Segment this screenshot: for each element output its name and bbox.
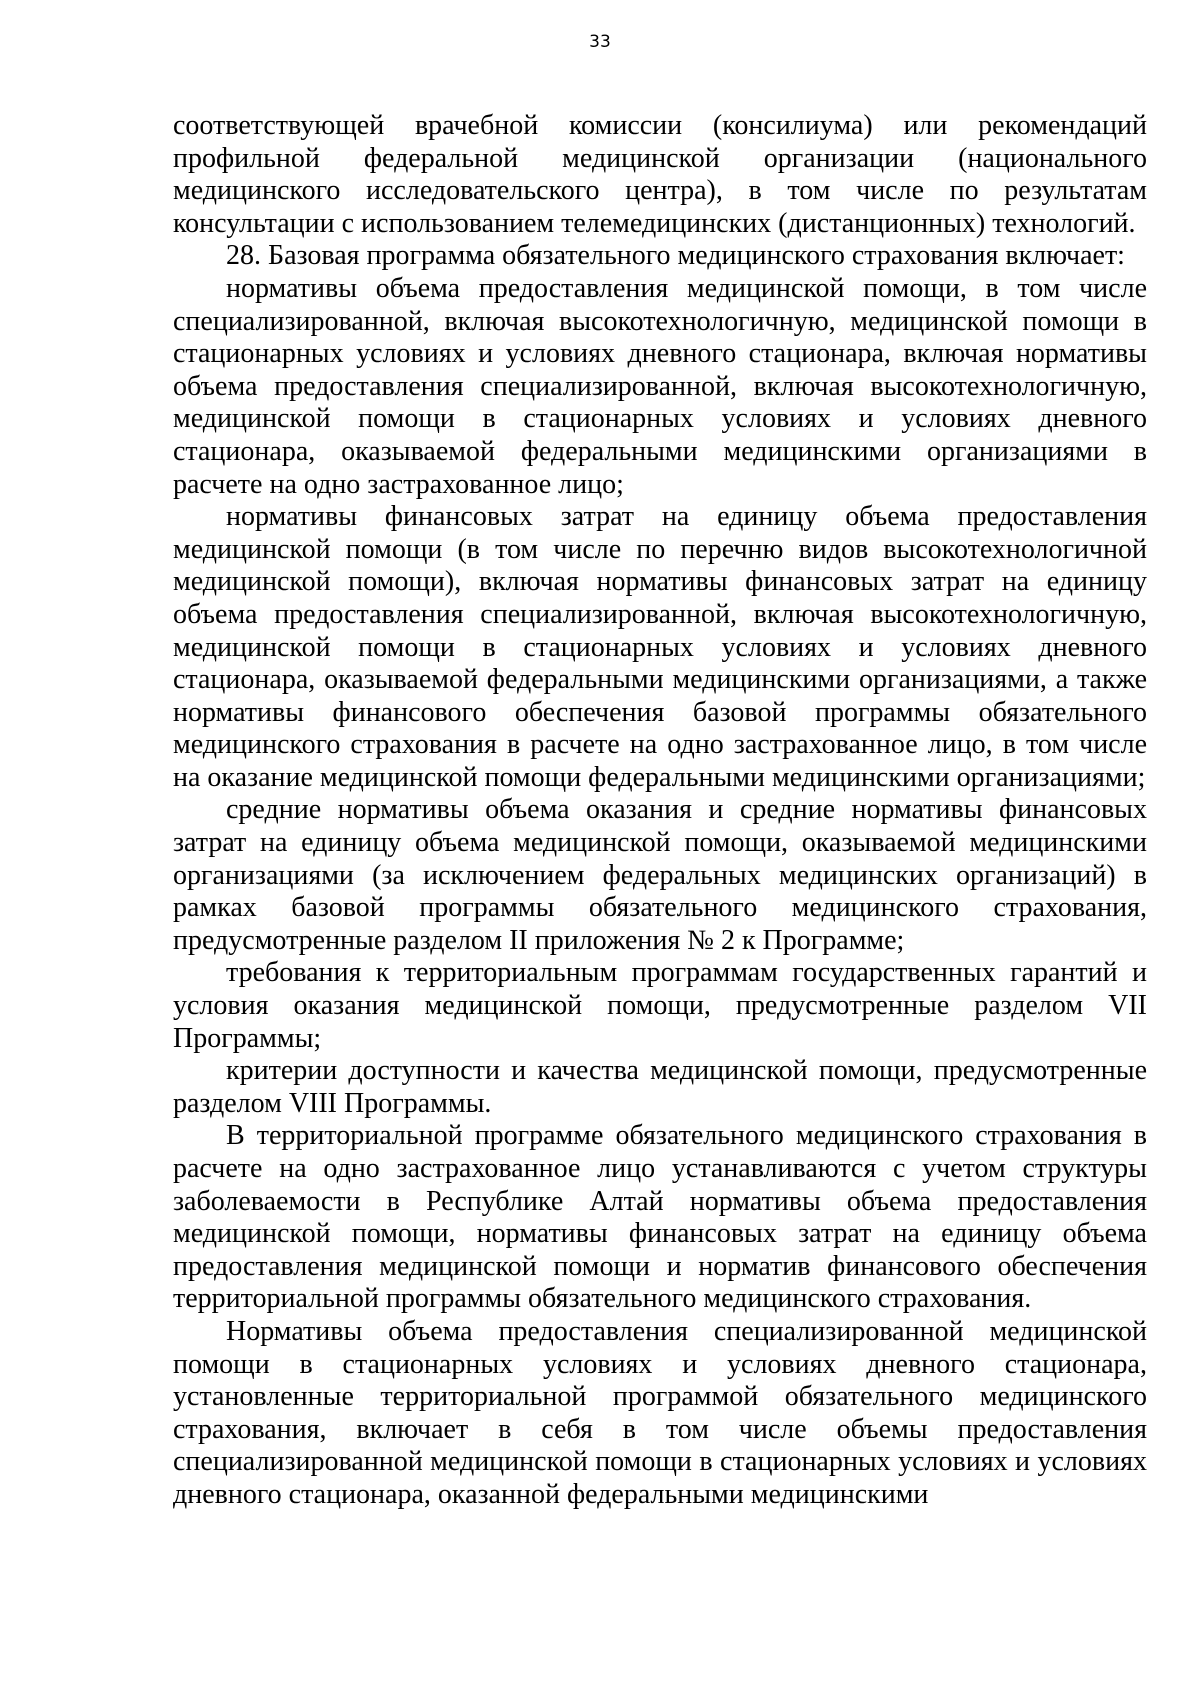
paragraph-3: нормативы объема предоставления медицинской помощи, в том числе специализированной, включая высокотехнологичную, медицинской помощи в стационарных условиях и условиях дневного стационара, включая нормативы объема предоставления специализированной, включая высокотехнологичную, медицинской помощи в стационарных условиях и условиях дневного стационара, оказываемой федеральными медицинскими организациями в расчете на одно застрахованное лицо; (173, 272, 1147, 500)
paragraph-7: критерии доступности и качества медицинской помощи, предусмотренные разделом VIII Программы. (173, 1055, 1147, 1119)
paragraph-9: Нормативы объема предоставления специализированной медицинской помощи в стационарных условиях и условиях дневного стационара, установленные территориальной программой обязательного медицинского страхования, включает в себя в том числе объемы предоставления специализированной медицинской помощи в стационарных условиях и условиях дневного стационара, оказанной федеральными медицинскими (173, 1315, 1147, 1510)
paragraph-8: В территориальной программе обязательного медицинского страхования в расчете на одно застрахованное лицо устанавливаются с учетом структуры заболеваемости в Республике Алтай нормативы объема предоставления медицинской помощи, нормативы финансовых затрат на единицу объема предоставления медицинской помощи и норматив финансового обеспечения территориальной программы обязательного медицинского страхования. (173, 1120, 1147, 1315)
paragraph-5: средние нормативы объема оказания и средние нормативы финансовых затрат на единицу объема медицинской помощи, оказываемой медицинскими организациями (за исключением федеральных медицинских организаций) в рамках базовой программы обязательного медицинского страхования, предусмотренные разделом II приложения № 2 к Программе; (173, 794, 1147, 956)
paragraph-1: соответствующей врачебной комиссии (консилиума) или рекомендаций профильной федеральной медицинской организации (национального медицинского исследовательского центра), в том числе по результатам консультации с использованием телемедицинских (дистанционных) технологий. (173, 110, 1147, 239)
document-body (173, 110, 1147, 1512)
paragraph-6: требования к территориальным программам государственных гарантий и условия оказания медицинской помощи, предусмотренные разделом VII Программы; (173, 957, 1147, 1054)
paragraph-2: 28. Базовая программа обязательного медицинского страхования включает: (226, 240, 1125, 272)
paragraph-4: нормативы финансовых затрат на единицу объема предоставления медицинской помощи (в том числе по перечню видов высокотехнологичной медицинской помощи), включая нормативы финансовых затрат на единицу объема предоставления специализированной, включая высокотехнологичную, медицинской помощи в стационарных условиях и условиях дневного стационара, оказываемой федеральными медицинскими организациями, а также нормативы финансового обеспечения базовой программы обязательного медицинского страхования в расчете на одно застрахованное лицо, в том числе на оказание медицинской помощи федеральными медицинскими организациями; (173, 501, 1147, 793)
page-number: 33 (589, 32, 611, 52)
